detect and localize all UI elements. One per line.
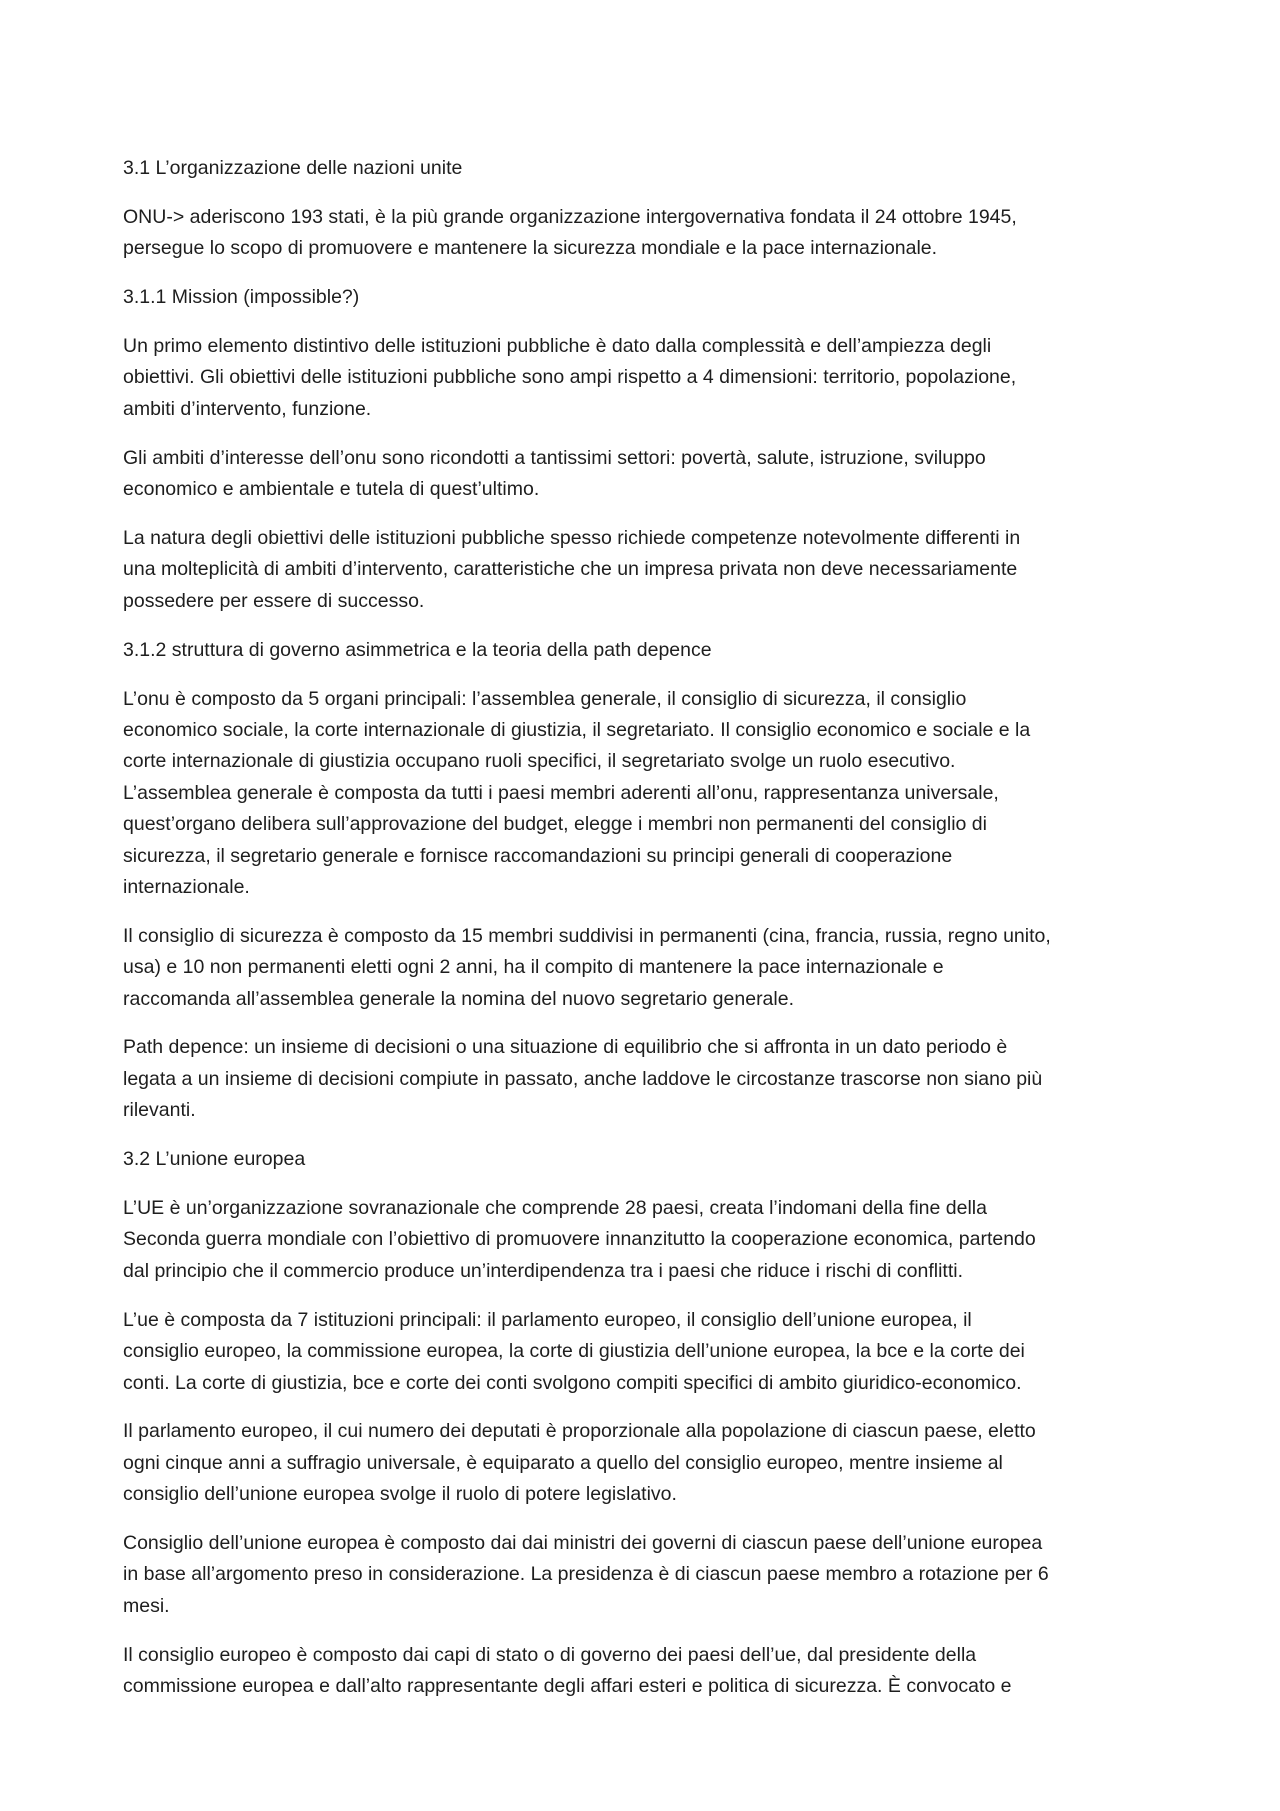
paragraph [123,1193,1163,1287]
text-line: in base all’argomento preso in considerazione. La presidenza è di ciascun paese membro a rotazione per 6 [123,1563,1049,1586]
section-heading [123,635,1163,666]
paragraph [123,202,1163,265]
text-line: Il consiglio europeo è composto dai capi di stato o di governo dei paesi dell’ue, dal presidente della [123,1643,977,1666]
text-line: economico sociale, la corte internazionale di giustizia, il segretariato. Il consiglio economico e sociale e la [123,718,1031,741]
text-line: legata a un insieme di decisioni compiute in passato, anche laddove le circostanze trascorse non siano più [123,1067,1043,1090]
text-line: usa) e 10 non permanenti eletti ogni 2 anni, ha il compito di mantenere la pace internazionale e [123,956,944,979]
text-line: L’ue è composta da 7 istituzioni principali: il parlamento europeo, il consiglio dell’unione europea, il [123,1308,972,1331]
section-heading [123,153,1163,184]
paragraph [123,443,1163,506]
text-line: L’onu è composto da 5 organi principali: l’assemblea generale, il consiglio di sicurezza, il consiglio [123,687,967,710]
paragraph [123,1640,1163,1703]
paragraph [123,684,1163,904]
text-line: obiettivi. Gli obiettivi delle istituzioni pubbliche sono ampi rispetto a 4 dimensioni: territorio, popolazione, [123,366,1017,389]
text-line: 3.1.2 struttura di governo asimmetrica e la teoria della path depence [123,638,712,661]
text-line: 3.1 L’organizzazione delle nazioni unite [123,157,463,179]
text-line: ogni cinque anni a suffragio universale, è equiparato a quello del consiglio europeo, mentre insieme al [123,1451,1003,1474]
text-line: Il consiglio di sicurezza è composto da 15 membri suddivisi in permanenti (cina, francia, russia, regno unito, [123,924,1051,947]
text-line: 3.1.1 Mission (impossible?) [123,286,360,309]
section-heading [123,1144,1163,1175]
text-line: L’UE è un’organizzazione sovranazionale che comprende 28 paesi, creata l’indomani della fine della [123,1197,987,1220]
text-line: persegue lo scopo di promuovere e mantenere la sicurezza mondiale e la pace internazionale. [123,237,938,260]
text-line: economico e ambientale e tutela di quest’ultimo. [123,478,540,501]
text-line: consiglio dell’unione europea svolge il ruolo di potere legislativo. [123,1483,677,1506]
text-line: consiglio europeo, la commissione europea, la corte di giustizia dell’unione europea, la bce e la corte dei [123,1340,1025,1363]
text-line: raccomanda all’assemblea generale la nomina del nuovo segretario generale. [123,987,794,1010]
text-line: 3.2 L’unione europea [123,1148,306,1171]
section-heading [123,282,1163,313]
text-line: Consiglio dell’unione europea è composto dai dai ministri dei governi di ciascun paese dell’unione europea [123,1532,1043,1555]
paragraph [123,921,1163,1015]
text-line: ONU-> aderiscono 193 stati, è la più grande organizzazione intergovernativa fondata il 24 ottobre 1945, [123,205,1017,228]
paragraph [123,1305,1163,1399]
text-line: conti. La corte di giustizia, bce e corte dei conti svolgono compiti specifici di ambito giuridico-economico. [123,1371,1022,1394]
text-line: rilevanti. [123,1099,196,1122]
text-line: L’assemblea generale è composta da tutti i paesi membri aderenti all’onu, rappresentanza universale, [123,781,999,804]
text-line: ambiti d’intervento, funzione. [123,397,372,420]
text-line: dal principio che il commercio produce un’interdipendenza tra i paesi che riduce i rischi di conflitti. [123,1259,964,1282]
text-line: una molteplicità di ambiti d’intervento, caratteristiche che un impresa privata non deve necessariamente [123,558,1018,581]
paragraph [123,1528,1163,1622]
text-line: internazionale. [123,875,250,898]
paragraph [123,1032,1163,1126]
text-line: possedere per essere di successo. [123,589,425,612]
text-line: sicurezza, il segretario generale e fornisce raccomandazioni su principi generali di cooperazione [123,844,953,867]
text-line: corte internazionale di giustizia occupano ruoli specifici, il segretariato svolge un ruolo esecutivo. [123,750,956,773]
text-line: Path depence: un insieme di decisioni o una situazione di equilibrio che si affronta in un dato periodo è [123,1036,1008,1059]
text-line: commissione europea e dall’alto rappresentante degli affari esteri e politica di sicurezza. È convocato e [123,1675,1012,1698]
text-line: mesi. [123,1594,170,1617]
text-line: Un primo elemento distintivo delle istituzioni pubbliche è dato dalla complessità e dell’ampiezza degli [123,335,992,358]
paragraph [123,331,1163,425]
text-line: Seconda guerra mondiale con l’obiettivo di promuovere innanzitutto la cooperazione economica, partendo [123,1228,1036,1251]
text-line: La natura degli obiettivi delle istituzioni pubbliche spesso richiede competenze notevolmente differenti in [123,527,1021,550]
paragraph [123,523,1163,617]
text-line: Gli ambiti d’interesse dell’onu sono ricondotti a tantissimi settori: povertà, salute, istruzione, sviluppo [123,446,986,469]
paragraph [123,1416,1163,1510]
text-line: quest’organo delibera sull’approvazione del budget, elegge i membri non permanenti del consiglio di [123,813,987,836]
text-line: Il parlamento europeo, il cui numero dei deputati è proporzionale alla popolazione di ciascun paese, eletto [123,1420,1036,1443]
